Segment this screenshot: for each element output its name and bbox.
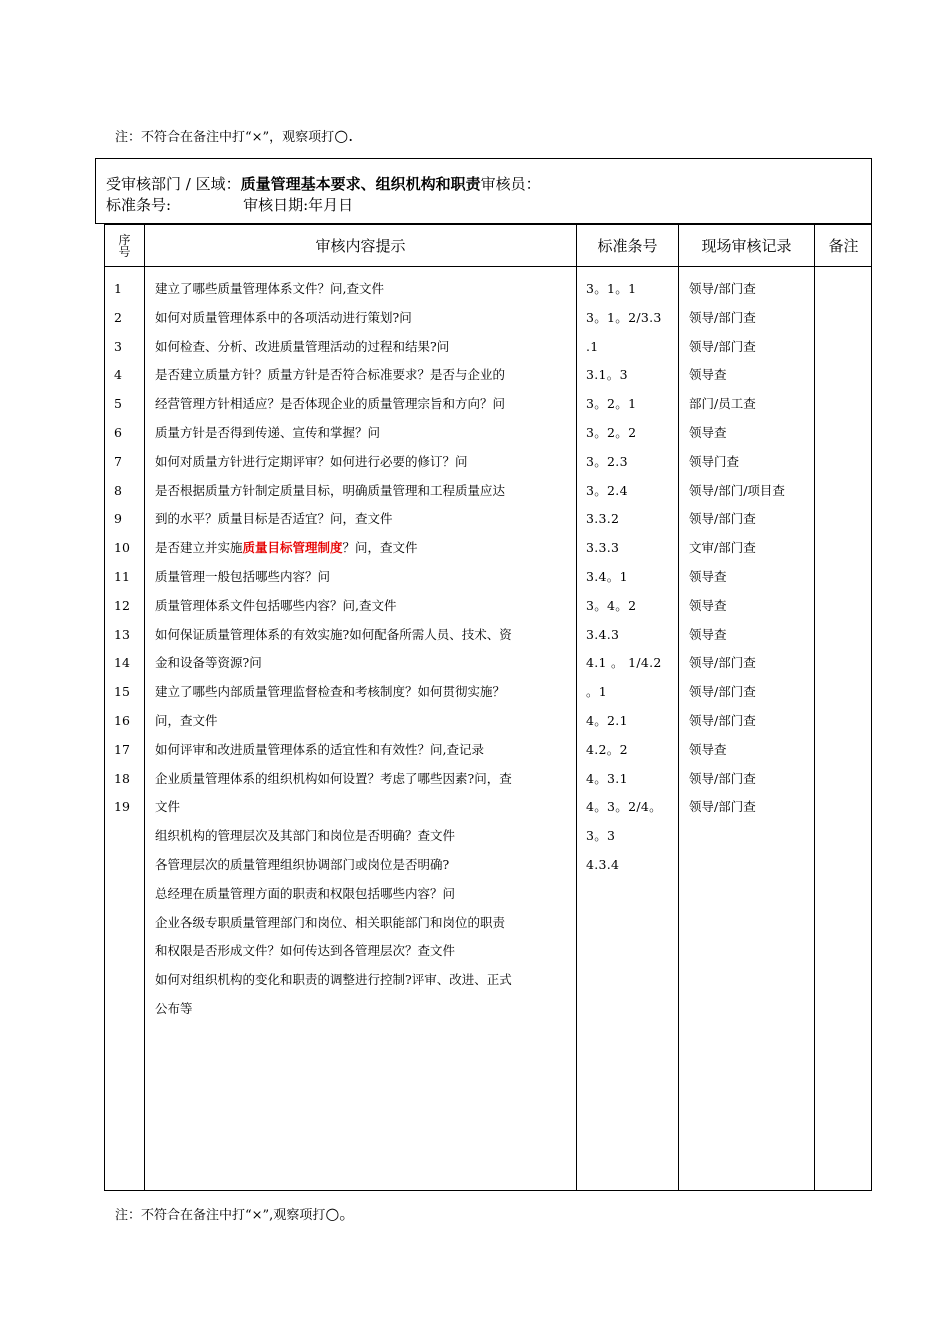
- seq-number: 12: [114, 597, 130, 613]
- record-entry: 领导/部门查: [689, 684, 756, 700]
- std-clause: 4.1 。 1/4.2: [586, 655, 662, 671]
- content-line: 如何评审和改进质量管理体系的适宜性和有效性？问,查记录: [155, 741, 484, 757]
- seq-number: 14: [114, 655, 130, 671]
- record-entry: 领导/部门查: [689, 281, 756, 296]
- col-header-remark: 备注: [828, 237, 859, 255]
- content-line: 是否根据质量方针制定质量目标，明确质量管理和工程质量应达: [155, 482, 506, 498]
- observation-mark: ○.: [334, 126, 354, 145]
- content-line: 经营管理方针相适应？是否体现企业的质量管理宗旨和方向？问: [155, 396, 506, 412]
- content-line: 如何检查、分析、改进质量管理活动的过程和结果?问: [155, 338, 450, 354]
- seq-number: 5: [114, 396, 122, 412]
- content-line: 如何对质量方针进行定期评审？如何进行必要的修订？问: [155, 453, 468, 469]
- content-line: 建立了哪些质量管理体系文件？问,查文件: [155, 281, 384, 296]
- observation-mark: ○。: [325, 1204, 356, 1223]
- record-entry: 领导/部门查: [689, 338, 756, 354]
- std-clause: .1: [586, 338, 599, 354]
- seq-number: 17: [114, 741, 130, 757]
- content-line: 金和设备等资源?问: [155, 655, 262, 671]
- content-line: 问，查文件: [155, 712, 218, 728]
- top-note-text: 注：不符合在备注中打“×”，观察项打: [115, 130, 335, 145]
- record-entry: 领导门查: [689, 453, 740, 469]
- record-entry: 领导/部门查: [689, 770, 756, 786]
- std-clause: 4。3.1: [586, 770, 628, 786]
- record-entry: 领导查: [689, 741, 727, 757]
- std-clause: 3。4。2: [586, 597, 637, 613]
- seq-number: 13: [114, 626, 130, 642]
- seq-number: 11: [114, 568, 130, 584]
- dept-label: 受审核部门 / 区域：: [106, 175, 241, 193]
- bottom-note-text: 注：不符合在备注中打“×”,观察项打: [115, 1208, 326, 1223]
- std-clause: 4.3.4: [586, 856, 620, 872]
- content-line: 公布等: [155, 1000, 193, 1016]
- record-entry: 领导查: [689, 626, 727, 642]
- seq-number: 4: [114, 367, 122, 383]
- std-clause: 4.2。2: [586, 741, 628, 757]
- record-entry: 领导/部门/项目查: [689, 482, 785, 498]
- seq-number: 8: [114, 482, 122, 498]
- std-clause: 3。1。2/3.3: [586, 309, 662, 325]
- top-note: [115, 126, 353, 145]
- seq-number: 15: [114, 684, 130, 700]
- date-label: 审核日期:年月日: [243, 196, 354, 214]
- content-line: 建立了哪些内部质量管理监督检查和考核制度？如何贯彻实施？: [155, 684, 506, 700]
- content-line: 如何对组织机构的变化和职责的调整进行控制?评审、改进、正式: [155, 972, 512, 988]
- col-header-content: 审核内容提示: [315, 237, 406, 255]
- content-line: 是否建立并实施质量目标管理制度？问，查文件: [155, 540, 418, 556]
- highlighted-term: 质量目标管理制度: [242, 540, 343, 556]
- content-line: 到的水平？质量目标是否适宜？问，查文件: [155, 511, 393, 527]
- record-entry: 领导查: [689, 424, 727, 440]
- content-line: 总经理在质量管理方面的职责和权限包括哪些内容？问: [155, 885, 456, 901]
- std-clause: 3。2.3: [586, 453, 628, 469]
- content-line: 质量方针是否得到传递、宣传和掌握？问: [155, 424, 381, 440]
- auditor-label: 审核员：: [480, 175, 541, 193]
- std-clause: 3。3: [586, 828, 616, 844]
- content-line: 文件: [155, 799, 181, 815]
- std-clause: 3.1。3: [586, 367, 628, 383]
- std-clause: 3。2。2: [586, 424, 637, 440]
- std-clause: 。1: [586, 684, 608, 700]
- header-line-1: [106, 173, 541, 194]
- seq-number: 3: [114, 338, 122, 354]
- bottom-note: [115, 1201, 355, 1224]
- header-line-2: [106, 194, 353, 215]
- std-clause: 3.3.3: [586, 540, 620, 556]
- col-header-seq: 序 号: [118, 232, 131, 259]
- seq-number: 2: [114, 309, 122, 325]
- col-header-std: 标准条号: [597, 237, 658, 255]
- record-entry: 领导查: [689, 367, 727, 383]
- col-header-record: 现场审核记录: [701, 237, 792, 255]
- std-clause: 3.3.2: [586, 511, 620, 527]
- seq-number: 10: [114, 540, 130, 556]
- std-clause: 3。2。1: [586, 396, 637, 412]
- record-entry: 部门/员工查: [689, 396, 756, 412]
- std-clause: 3。1。1: [586, 281, 637, 296]
- record-entry: 文审/部门查: [689, 540, 756, 556]
- std-label: 标准条号:: [106, 196, 172, 214]
- std-clause: 4。3。2/4。: [586, 799, 662, 815]
- seq-number: 7: [114, 453, 122, 469]
- std-clause: 3.4.3: [586, 626, 620, 642]
- record-entry: 领导查: [689, 597, 727, 613]
- seq-number: 1: [114, 281, 122, 296]
- content-line: 和权限是否形成文件？如何传达到各管理层次？查文件: [155, 943, 456, 959]
- seq-column: [114, 275, 144, 822]
- record-entry: 领导/部门查: [689, 309, 756, 325]
- content-line: 企业质量管理体系的组织机构如何设置？考虑了哪些因素?问，查: [155, 770, 512, 786]
- dept-value: 质量管理基本要求、组织机构和职责: [240, 175, 481, 193]
- record-entry: 领导/部门查: [689, 511, 756, 527]
- std-clause: 3。2.4: [586, 482, 628, 498]
- content-line: 如何对质量管理体系中的各项活动进行策划?问: [155, 309, 412, 325]
- record-entry: 领导/部门查: [689, 655, 756, 671]
- std-clause: 3.4。1: [586, 568, 628, 584]
- audit-header: [95, 158, 872, 224]
- seq-number: 18: [114, 770, 130, 786]
- content-line: 组织机构的管理层次及其部门和岗位是否明确？查文件: [155, 828, 456, 844]
- seq-number: 9: [114, 511, 122, 527]
- content-line: 企业各级专职质量管理部门和岗位、相关职能部门和岗位的职责: [155, 914, 506, 930]
- seq-number: 16: [114, 712, 130, 728]
- seq-number: 6: [114, 424, 122, 440]
- content-line: 质量管理体系文件包括哪些内容？问,查文件: [155, 597, 397, 613]
- std-clause: 4。2.1: [586, 712, 628, 728]
- std-column: [586, 275, 681, 880]
- record-entry: 领导查: [689, 568, 727, 584]
- content-line: 是否建立质量方针？质量方针是否符合标准要求？是否与企业的: [155, 367, 506, 383]
- audit-table: [104, 224, 872, 1191]
- record-entry: 领导/部门查: [689, 712, 756, 728]
- record-column: [689, 275, 819, 822]
- record-entry: 领导/部门查: [689, 799, 756, 815]
- content-line: 质量管理一般包括哪些内容？问: [155, 568, 331, 584]
- content-column: [155, 275, 575, 1024]
- seq-number: 19: [114, 799, 130, 815]
- content-line: 如何保证质量管理体系的有效实施?如何配备所需人员、技术、资: [155, 626, 512, 642]
- content-line: 各管理层次的质量管理组织协调部门或岗位是否明确?: [155, 856, 450, 872]
